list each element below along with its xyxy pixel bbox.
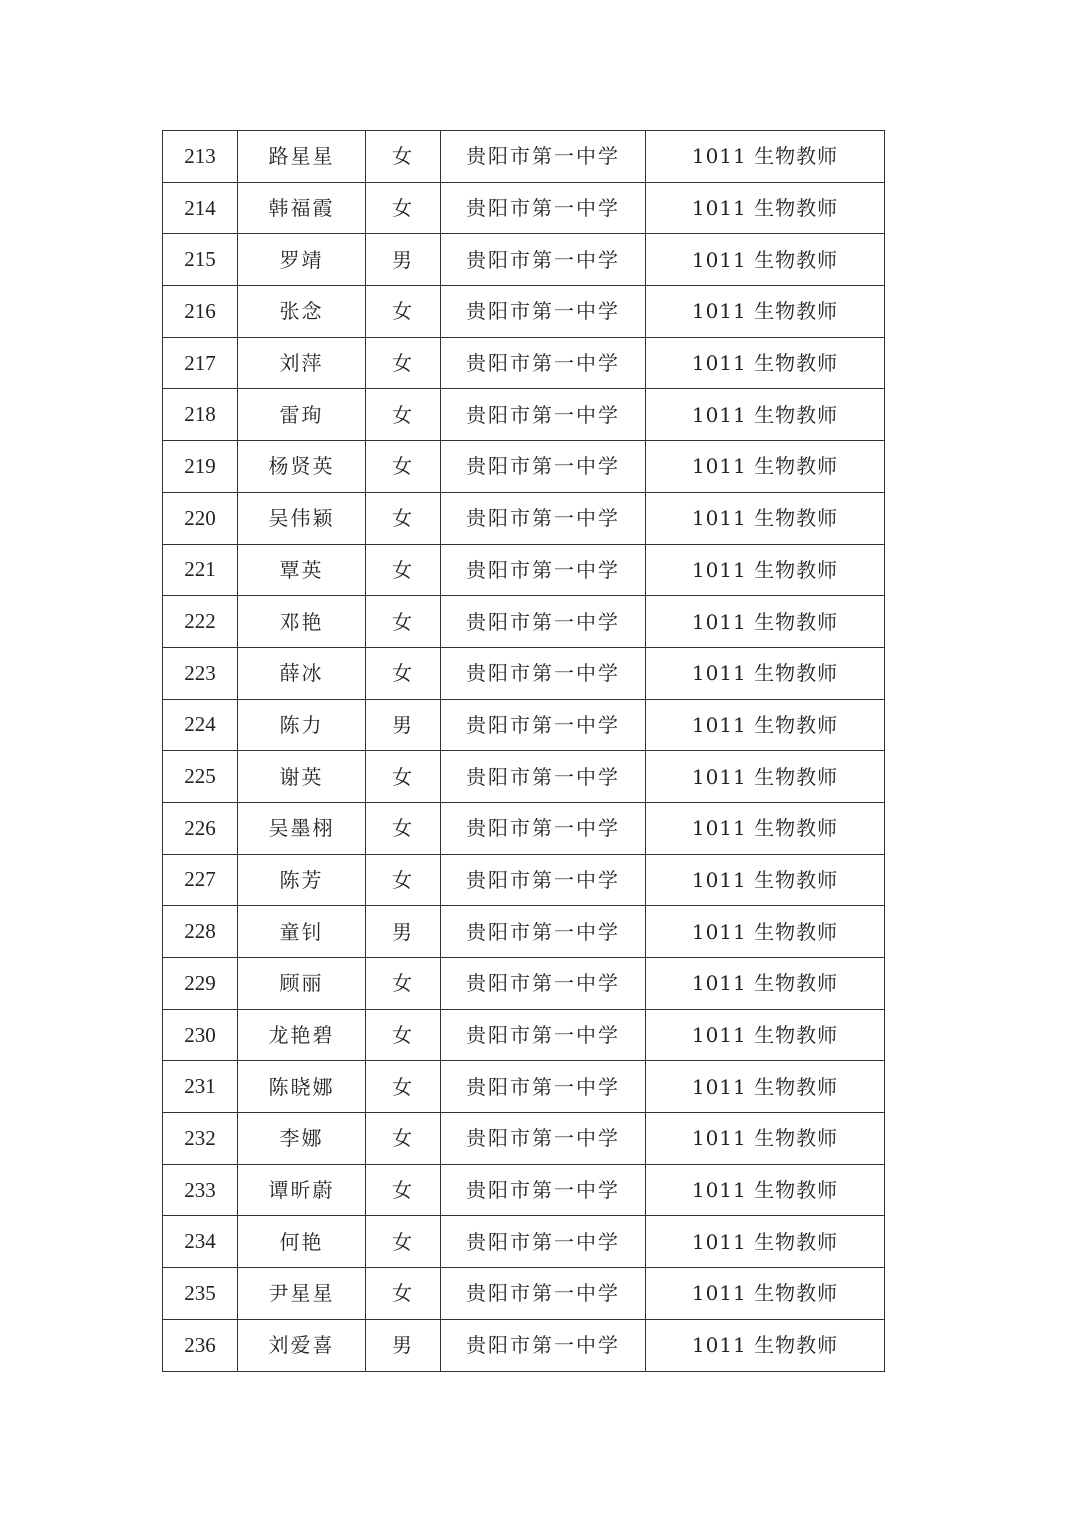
school-cell: 贵阳市第一中学: [441, 1268, 646, 1320]
row-number-cell: 216: [163, 286, 238, 338]
name-cell: 陈芳: [238, 854, 366, 906]
gender-cell: 女: [366, 1164, 441, 1216]
gender-cell: 女: [366, 596, 441, 648]
gender-cell: 女: [366, 958, 441, 1010]
row-number-cell: 218: [163, 389, 238, 441]
gender-cell: 女: [366, 131, 441, 183]
school-cell: 贵阳市第一中学: [441, 647, 646, 699]
name-cell: 龙艳碧: [238, 1009, 366, 1061]
position-cell: 1011 生物教师: [646, 802, 885, 854]
row-number-cell: 220: [163, 492, 238, 544]
table-row: [163, 286, 885, 338]
table-row: [163, 854, 885, 906]
school-cell: 贵阳市第一中学: [441, 182, 646, 234]
position-cell: 1011 生物教师: [646, 182, 885, 234]
position-cell: 1011 生物教师: [646, 337, 885, 389]
school-cell: 贵阳市第一中学: [441, 1009, 646, 1061]
position-cell: 1011 生物教师: [646, 1164, 885, 1216]
row-number-cell: 228: [163, 906, 238, 958]
row-number-cell: 230: [163, 1009, 238, 1061]
school-cell: 贵阳市第一中学: [441, 389, 646, 441]
name-cell: 雷珣: [238, 389, 366, 441]
roster-table: [162, 130, 885, 1372]
gender-cell: 女: [366, 751, 441, 803]
row-number-cell: 222: [163, 596, 238, 648]
row-number-cell: 226: [163, 802, 238, 854]
position-cell: 1011 生物教师: [646, 131, 885, 183]
row-number-cell: 214: [163, 182, 238, 234]
row-number-cell: 215: [163, 234, 238, 286]
name-cell: 李娜: [238, 1113, 366, 1165]
table-row: [163, 492, 885, 544]
school-cell: 贵阳市第一中学: [441, 958, 646, 1010]
gender-cell: 女: [366, 389, 441, 441]
row-number-cell: 234: [163, 1216, 238, 1268]
gender-cell: 女: [366, 1216, 441, 1268]
name-cell: 吴伟颖: [238, 492, 366, 544]
gender-cell: 女: [366, 492, 441, 544]
gender-cell: 男: [366, 906, 441, 958]
position-cell: 1011 生物教师: [646, 1216, 885, 1268]
table-row: [163, 802, 885, 854]
school-cell: 贵阳市第一中学: [441, 286, 646, 338]
row-number-cell: 231: [163, 1061, 238, 1113]
table-row: [163, 1164, 885, 1216]
row-number-cell: 233: [163, 1164, 238, 1216]
name-cell: 谭昕蔚: [238, 1164, 366, 1216]
school-cell: 贵阳市第一中学: [441, 337, 646, 389]
table-row: [163, 131, 885, 183]
school-cell: 贵阳市第一中学: [441, 492, 646, 544]
position-cell: 1011 生物教师: [646, 492, 885, 544]
position-cell: 1011 生物教师: [646, 1319, 885, 1371]
table-row: [163, 1009, 885, 1061]
table-row: [163, 1319, 885, 1371]
table-row: [163, 906, 885, 958]
table-row: [163, 234, 885, 286]
position-cell: 1011 生物教师: [646, 958, 885, 1010]
table-row: [163, 1216, 885, 1268]
row-number-cell: 232: [163, 1113, 238, 1165]
school-cell: 贵阳市第一中学: [441, 544, 646, 596]
row-number-cell: 225: [163, 751, 238, 803]
gender-cell: 女: [366, 544, 441, 596]
position-cell: 1011 生物教师: [646, 1009, 885, 1061]
position-cell: 1011 生物教师: [646, 1113, 885, 1165]
table-row: [163, 337, 885, 389]
position-cell: 1011 生物教师: [646, 906, 885, 958]
table-row: [163, 1113, 885, 1165]
school-cell: 贵阳市第一中学: [441, 234, 646, 286]
school-cell: 贵阳市第一中学: [441, 1164, 646, 1216]
gender-cell: 女: [366, 337, 441, 389]
row-number-cell: 236: [163, 1319, 238, 1371]
table-row: [163, 441, 885, 493]
school-cell: 贵阳市第一中学: [441, 751, 646, 803]
position-cell: 1011 生物教师: [646, 544, 885, 596]
gender-cell: 女: [366, 854, 441, 906]
name-cell: 罗靖: [238, 234, 366, 286]
table-row: [163, 699, 885, 751]
row-number-cell: 229: [163, 958, 238, 1010]
table-row: [163, 544, 885, 596]
position-cell: 1011 生物教师: [646, 441, 885, 493]
name-cell: 刘萍: [238, 337, 366, 389]
position-cell: 1011 生物教师: [646, 1268, 885, 1320]
position-cell: 1011 生物教师: [646, 751, 885, 803]
table-row: [163, 596, 885, 648]
name-cell: 张念: [238, 286, 366, 338]
name-cell: 邓艳: [238, 596, 366, 648]
name-cell: 薛冰: [238, 647, 366, 699]
position-cell: 1011 生物教师: [646, 854, 885, 906]
row-number-cell: 217: [163, 337, 238, 389]
name-cell: 吴墨栩: [238, 802, 366, 854]
name-cell: 顾丽: [238, 958, 366, 1010]
gender-cell: 女: [366, 647, 441, 699]
name-cell: 杨贤英: [238, 441, 366, 493]
school-cell: 贵阳市第一中学: [441, 1061, 646, 1113]
table-row: [163, 958, 885, 1010]
name-cell: 童钊: [238, 906, 366, 958]
position-cell: 1011 生物教师: [646, 647, 885, 699]
gender-cell: 女: [366, 1061, 441, 1113]
name-cell: 路星星: [238, 131, 366, 183]
name-cell: 尹星星: [238, 1268, 366, 1320]
table-row: [163, 647, 885, 699]
school-cell: 贵阳市第一中学: [441, 1216, 646, 1268]
table-row: [163, 1268, 885, 1320]
table-row: [163, 751, 885, 803]
name-cell: 陈晓娜: [238, 1061, 366, 1113]
gender-cell: 男: [366, 1319, 441, 1371]
gender-cell: 女: [366, 286, 441, 338]
gender-cell: 女: [366, 1268, 441, 1320]
table-row: [163, 1061, 885, 1113]
row-number-cell: 221: [163, 544, 238, 596]
name-cell: 陈力: [238, 699, 366, 751]
table-row: [163, 389, 885, 441]
row-number-cell: 223: [163, 647, 238, 699]
school-cell: 贵阳市第一中学: [441, 699, 646, 751]
name-cell: 何艳: [238, 1216, 366, 1268]
position-cell: 1011 生物教师: [646, 1061, 885, 1113]
school-cell: 贵阳市第一中学: [441, 854, 646, 906]
position-cell: 1011 生物教师: [646, 286, 885, 338]
school-cell: 贵阳市第一中学: [441, 1319, 646, 1371]
row-number-cell: 224: [163, 699, 238, 751]
gender-cell: 男: [366, 234, 441, 286]
name-cell: 刘爱喜: [238, 1319, 366, 1371]
gender-cell: 女: [366, 1009, 441, 1061]
roster-body: [163, 131, 885, 1372]
gender-cell: 男: [366, 699, 441, 751]
position-cell: 1011 生物教师: [646, 234, 885, 286]
gender-cell: 女: [366, 441, 441, 493]
table-row: [163, 182, 885, 234]
school-cell: 贵阳市第一中学: [441, 906, 646, 958]
position-cell: 1011 生物教师: [646, 596, 885, 648]
name-cell: 谢英: [238, 751, 366, 803]
school-cell: 贵阳市第一中学: [441, 441, 646, 493]
name-cell: 韩福霞: [238, 182, 366, 234]
school-cell: 贵阳市第一中学: [441, 1113, 646, 1165]
school-cell: 贵阳市第一中学: [441, 131, 646, 183]
row-number-cell: 219: [163, 441, 238, 493]
gender-cell: 女: [366, 1113, 441, 1165]
row-number-cell: 213: [163, 131, 238, 183]
gender-cell: 女: [366, 802, 441, 854]
row-number-cell: 227: [163, 854, 238, 906]
position-cell: 1011 生物教师: [646, 389, 885, 441]
school-cell: 贵阳市第一中学: [441, 596, 646, 648]
position-cell: 1011 生物教师: [646, 699, 885, 751]
row-number-cell: 235: [163, 1268, 238, 1320]
name-cell: 覃英: [238, 544, 366, 596]
school-cell: 贵阳市第一中学: [441, 802, 646, 854]
gender-cell: 女: [366, 182, 441, 234]
